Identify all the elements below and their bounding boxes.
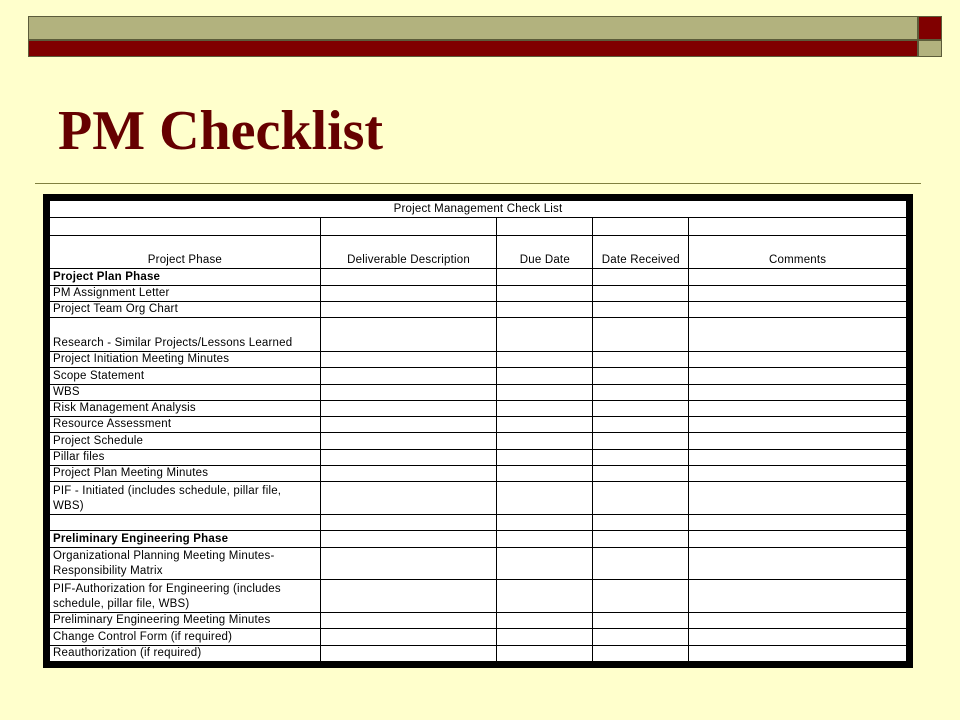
date-received-cell xyxy=(593,351,689,367)
spacer-row xyxy=(50,218,907,235)
corner-square-maroon xyxy=(918,16,942,40)
due-date-cell xyxy=(497,368,593,384)
comments-cell xyxy=(689,547,907,580)
comments-cell xyxy=(689,368,907,384)
date-received-cell xyxy=(593,482,689,515)
deliverable-name: WBS xyxy=(50,384,321,400)
due-date-cell xyxy=(497,301,593,317)
comments-cell xyxy=(689,433,907,449)
phase-heading-row xyxy=(50,269,907,285)
table-row xyxy=(50,449,907,465)
table-row xyxy=(50,301,907,317)
due-date-cell xyxy=(497,318,593,352)
deliverable-name: Scope Statement xyxy=(50,368,321,384)
comments-cell xyxy=(689,531,907,547)
deliverable-name: Project Initiation Meeting Minutes xyxy=(50,351,321,367)
deliverable-description-cell xyxy=(320,433,497,449)
table-row xyxy=(50,417,907,433)
comments-cell xyxy=(689,449,907,465)
comments-cell xyxy=(689,482,907,515)
top-bar-olive xyxy=(28,16,918,40)
table-row xyxy=(50,547,907,580)
deliverable-name: Project Team Org Chart xyxy=(50,301,321,317)
comments-cell xyxy=(689,351,907,367)
deliverable-description-cell xyxy=(320,285,497,301)
deliverable-name: Risk Management Analysis xyxy=(50,400,321,416)
deliverable-description-cell xyxy=(320,466,497,482)
table-row xyxy=(50,318,907,352)
title-divider xyxy=(35,183,921,184)
checklist-sheet xyxy=(43,194,913,668)
deliverable-description-cell xyxy=(320,384,497,400)
date-received-cell xyxy=(593,269,689,285)
deliverable-name: Resource Assessment xyxy=(50,417,321,433)
comments-cell xyxy=(689,515,907,531)
comments-cell xyxy=(689,285,907,301)
deliverable-description-cell xyxy=(320,301,497,317)
due-date-cell xyxy=(497,466,593,482)
corner-square-olive xyxy=(918,40,942,57)
date-received-cell xyxy=(593,645,689,661)
date-received-cell xyxy=(593,400,689,416)
date-received-cell xyxy=(593,466,689,482)
column-header-date-received: Date Received xyxy=(593,235,689,269)
deliverable-name-line: PIF-Authorization for Engineering (includes xyxy=(53,582,281,595)
deliverable-description-cell xyxy=(320,482,497,515)
phase-heading: Preliminary Engineering Phase xyxy=(50,531,321,547)
deliverable-description-cell xyxy=(320,531,497,547)
column-header-row xyxy=(50,235,907,269)
table-row xyxy=(50,466,907,482)
deliverable-name: Change Control Form (if required) xyxy=(50,629,321,645)
deliverable-name: Preliminary Engineering Meeting Minutes xyxy=(50,612,321,628)
deliverable-name: Research - Similar Projects/Lessons Learned xyxy=(50,318,321,352)
table-row xyxy=(50,515,907,531)
date-received-cell xyxy=(593,285,689,301)
due-date-cell xyxy=(497,547,593,580)
deliverable-description-cell xyxy=(320,515,497,531)
due-date-cell xyxy=(497,580,593,613)
deliverable-name-line: Responsibility Matrix xyxy=(53,565,163,578)
comments-cell xyxy=(689,269,907,285)
comments-cell xyxy=(689,580,907,613)
deliverable-name-line: schedule, pillar file, WBS) xyxy=(53,597,190,610)
deliverable-description-cell xyxy=(320,629,497,645)
date-received-cell xyxy=(593,301,689,317)
deliverable-name: Project Schedule xyxy=(50,433,321,449)
deliverable-name xyxy=(50,580,321,613)
slide-title: PM Checklist xyxy=(58,100,384,162)
due-date-cell xyxy=(497,384,593,400)
deliverable-description-cell xyxy=(320,318,497,352)
due-date-cell xyxy=(497,269,593,285)
table-title: Project Management Check List xyxy=(50,201,907,218)
comments-cell xyxy=(689,318,907,352)
table-row xyxy=(50,351,907,367)
deliverable-name-line: WBS) xyxy=(53,500,84,513)
date-received-cell xyxy=(593,531,689,547)
deliverable-description-cell xyxy=(320,269,497,285)
checklist-table xyxy=(49,200,907,662)
table-row xyxy=(50,612,907,628)
table-row xyxy=(50,384,907,400)
column-header-project-phase: Project Phase xyxy=(50,235,321,269)
deliverable-description-cell xyxy=(320,645,497,661)
deliverable-name xyxy=(50,482,321,515)
deliverable-description-cell xyxy=(320,368,497,384)
column-header-due-date: Due Date xyxy=(497,235,593,269)
table-row xyxy=(50,368,907,384)
deliverable-description-cell xyxy=(320,547,497,580)
date-received-cell xyxy=(593,417,689,433)
table-row xyxy=(50,285,907,301)
comments-cell xyxy=(689,629,907,645)
deliverable-description-cell xyxy=(320,400,497,416)
date-received-cell xyxy=(593,580,689,613)
table-row xyxy=(50,482,907,515)
phase-heading: Project Plan Phase xyxy=(50,269,321,285)
table-row xyxy=(50,645,907,661)
deliverable-name: Project Plan Meeting Minutes xyxy=(50,466,321,482)
comments-cell xyxy=(689,645,907,661)
date-received-cell xyxy=(593,368,689,384)
comments-cell xyxy=(689,612,907,628)
table-row xyxy=(50,629,907,645)
comments-cell xyxy=(689,301,907,317)
due-date-cell xyxy=(497,400,593,416)
date-received-cell xyxy=(593,515,689,531)
due-date-cell xyxy=(497,531,593,547)
deliverable-name: Reauthorization (if required) xyxy=(50,645,321,661)
due-date-cell xyxy=(497,629,593,645)
due-date-cell xyxy=(497,433,593,449)
top-bar-maroon xyxy=(28,40,918,57)
deliverable-description-cell xyxy=(320,580,497,613)
phase-heading-row xyxy=(50,531,907,547)
table-row xyxy=(50,580,907,613)
deliverable-name-line: PIF - Initiated (includes schedule, pillar file, xyxy=(53,485,282,498)
due-date-cell xyxy=(497,515,593,531)
column-header-comments: Comments xyxy=(689,235,907,269)
comments-cell xyxy=(689,400,907,416)
deliverable-name xyxy=(50,547,321,580)
deliverable-name: Pillar files xyxy=(50,449,321,465)
due-date-cell xyxy=(497,645,593,661)
date-received-cell xyxy=(593,384,689,400)
due-date-cell xyxy=(497,449,593,465)
comments-cell xyxy=(689,417,907,433)
date-received-cell xyxy=(593,449,689,465)
table-row xyxy=(50,433,907,449)
table-row xyxy=(50,400,907,416)
due-date-cell xyxy=(497,285,593,301)
deliverable-name-line: Organizational Planning Meeting Minutes- xyxy=(53,550,275,563)
deliverable-name xyxy=(50,515,321,531)
date-received-cell xyxy=(593,318,689,352)
deliverable-description-cell xyxy=(320,612,497,628)
date-received-cell xyxy=(593,547,689,580)
date-received-cell xyxy=(593,629,689,645)
due-date-cell xyxy=(497,351,593,367)
deliverable-name: PM Assignment Letter xyxy=(50,285,321,301)
date-received-cell xyxy=(593,612,689,628)
due-date-cell xyxy=(497,612,593,628)
column-header-deliverable-description: Deliverable Description xyxy=(320,235,497,269)
due-date-cell xyxy=(497,417,593,433)
due-date-cell xyxy=(497,482,593,515)
date-received-cell xyxy=(593,433,689,449)
deliverable-description-cell xyxy=(320,417,497,433)
comments-cell xyxy=(689,384,907,400)
comments-cell xyxy=(689,466,907,482)
deliverable-description-cell xyxy=(320,449,497,465)
deliverable-description-cell xyxy=(320,351,497,367)
